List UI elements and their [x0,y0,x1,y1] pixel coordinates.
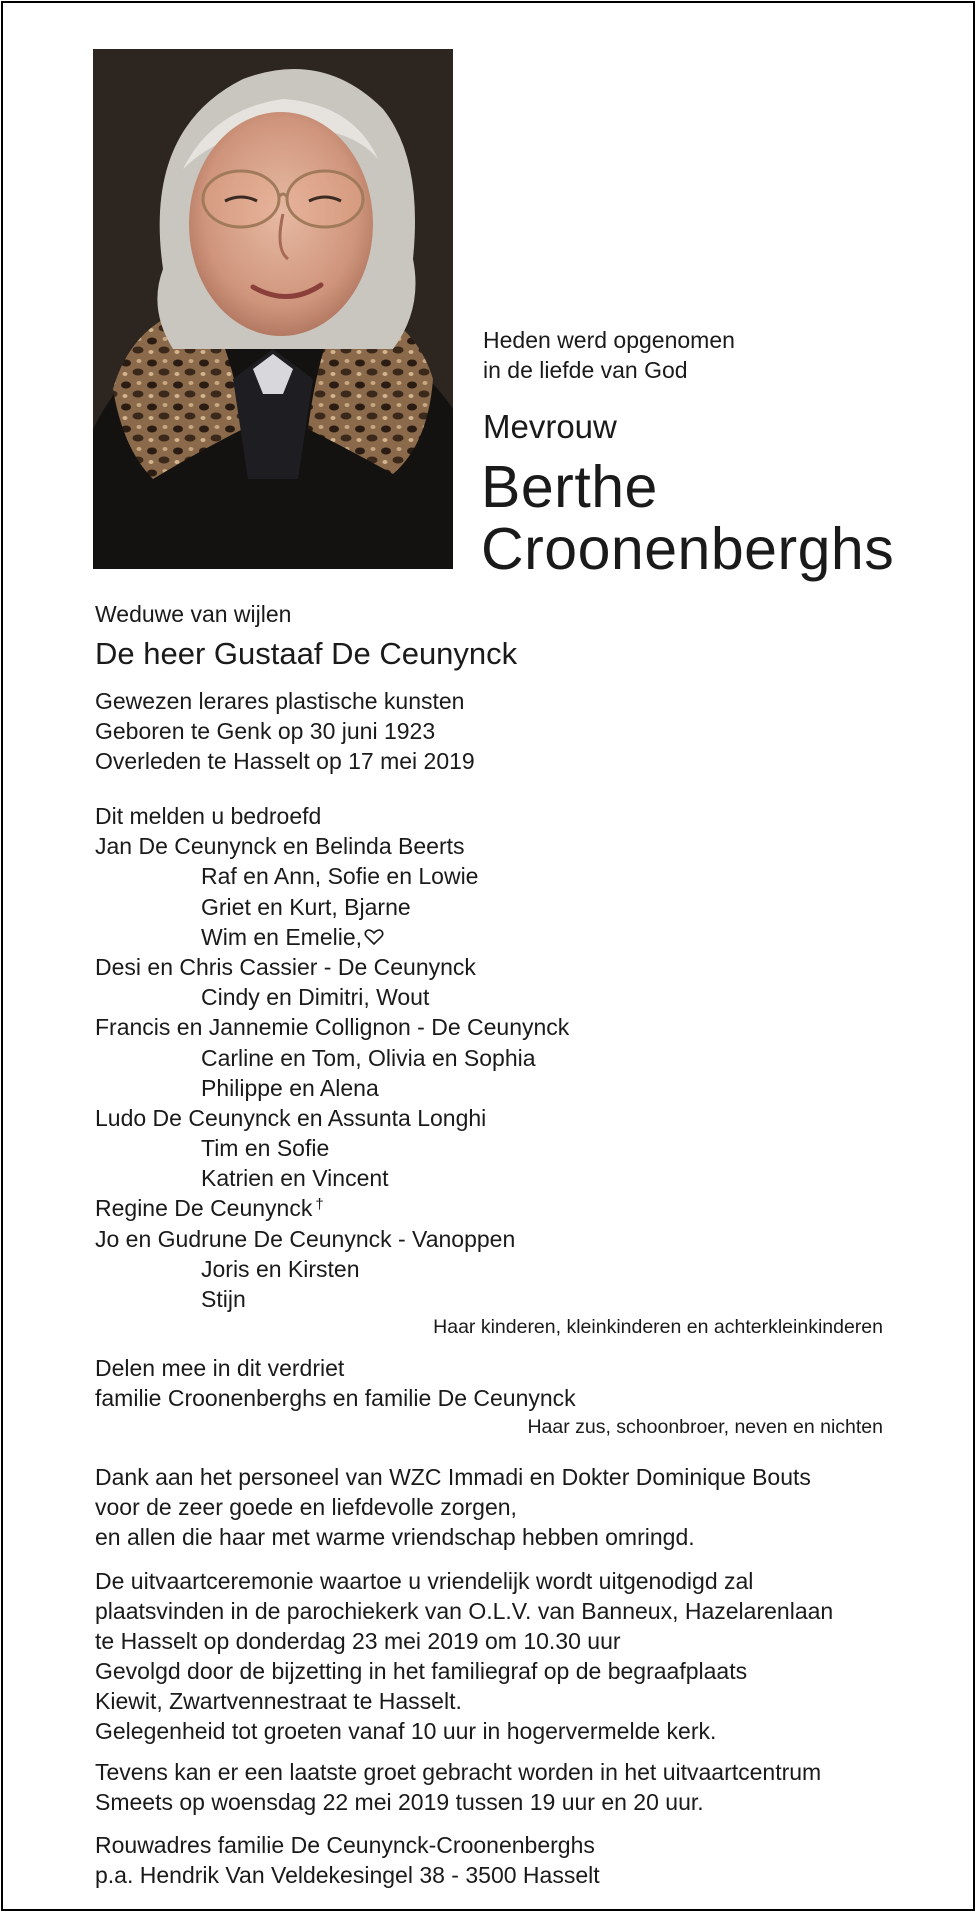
children-signature: Haar kinderen, kleinkinderen en achterkleinkinderen [433,1316,883,1338]
deceased-last-name: Croonenberghs [481,516,895,582]
family-name: Katrien en Vincent [201,1165,389,1192]
family-row [95,1284,569,1314]
thanks-line: en allen die haar met warme vriendschap hebben omringd. [95,1524,695,1550]
family-name: Ludo De Ceunynck en Assunta Longhi [95,1104,487,1131]
address-line: p.a. Hendrik Van Veldekesingel 38 - 3500 Hasselt [95,1862,600,1888]
family-name: Raf en Ann, Sofie en Lowie [201,863,479,890]
bio-line: Geboren te Genk op 30 juni 1923 [95,718,436,744]
thanks-paragraph [95,1462,811,1552]
family-row [95,1073,569,1103]
family-name: Cindy en Dimitri, Wout [201,984,430,1011]
widow-label: Weduwe van wijlen [95,601,292,627]
family-name: Griet en Kurt, Bjarne [201,893,411,920]
farewell-paragraph [95,1757,821,1817]
family-list [95,801,569,1314]
husband-name: De heer Gustaaf De Ceunynck [95,636,518,671]
family-row [95,1012,569,1042]
family-row [95,1193,569,1223]
bio-line: Overleden te Hasselt op 17 mei 2019 [95,748,475,774]
ceremony-line: te Hasselt op donderdag 23 mei 2019 om 10.30 uur [95,1628,621,1654]
family-row [95,952,569,982]
biography [95,686,475,776]
ceremony-line: Gevolgd door de bijzetting in het familiegraf op de begraafplaats [95,1658,748,1684]
deceased-cross-mark: † [315,1196,324,1214]
thanks-line: voor de zeer goede en liefdevolle zorgen, [95,1494,517,1520]
family-intro: Dit melden u bedroefd [95,803,322,829]
family-row [95,831,569,861]
family-name: Joris en Kirsten [201,1255,360,1282]
portrait-illustration [93,49,453,569]
family-row [95,1163,569,1193]
farewell-line: Smeets op woensdag 22 mei 2019 tussen 19 uur en 20 uur. [95,1789,704,1815]
portrait-photo [93,49,453,569]
heart-icon [364,928,384,946]
family-name: Francis en Jannemie Collignon - De Ceunynck [95,1014,570,1041]
family-name: Stijn [201,1286,246,1312]
intro-line: Heden werd opgenomen [483,327,735,353]
family-row [95,1254,569,1284]
family-name: Carline en Tom, Olivia en Sophia [201,1044,536,1071]
obituary-card [1,1,975,1911]
family-row [95,982,569,1012]
family-row [95,922,569,952]
sharing-text [95,1353,576,1413]
family-name: Regine De Ceunynck [95,1195,313,1222]
relatives-signature: Haar zus, schoonbroer, neven en nichten [527,1416,883,1438]
ceremony-line: plaatsvinden in de parochiekerk van O.L.V. van Banneux, Hazelarenlaan [95,1598,834,1624]
thanks-line: Dank aan het personeel van WZC Immadi en Dokter Dominique Bouts [95,1464,811,1490]
family-name: Desi en Chris Cassier - De Ceunynck [95,953,476,980]
family-row [95,1224,569,1254]
family-row [95,1043,569,1073]
family-name: Philippe en Alena [201,1074,379,1101]
ceremony-line: De uitvaartceremonie waartoe u vriendelijk wordt uitgenodigd zal [95,1568,754,1594]
family-row [95,1133,569,1163]
family-name: Jo en Gudrune De Ceunynck - Vanoppen [95,1225,516,1252]
family-name: Jan De Ceunynck en Belinda Beerts [95,833,465,860]
farewell-line: Tevens kan er een laatste groet gebracht worden in het uitvaartcentrum [95,1759,822,1785]
family-name: Tim en Sofie [201,1135,330,1162]
deceased-first-name: Berthe [481,454,658,520]
family-row [95,892,569,922]
ceremony-paragraph [95,1566,833,1746]
bio-line: Gewezen lerares plastische kunsten [95,688,465,714]
ceremony-line: Gelegenheid tot groeten vanaf 10 uur in hogervermelde kerk. [95,1718,717,1744]
family-name: Wim en Emelie, [201,923,363,950]
ceremony-line: Kiewit, Zwartvennestraat te Hasselt. [95,1688,462,1714]
sharing-line: Delen mee in dit verdriet [95,1355,345,1381]
sharing-line: familie Croonenberghs en familie De Ceunynck [95,1385,576,1411]
intro-line: in de liefde van God [483,357,688,383]
intro-text [483,325,735,385]
deceased-title: Mevrouw [483,408,617,445]
family-row [95,1103,569,1133]
mourning-address [95,1830,600,1890]
family-row [95,861,569,891]
address-line: Rouwadres familie De Ceunynck-Croonenberghs [95,1832,595,1858]
